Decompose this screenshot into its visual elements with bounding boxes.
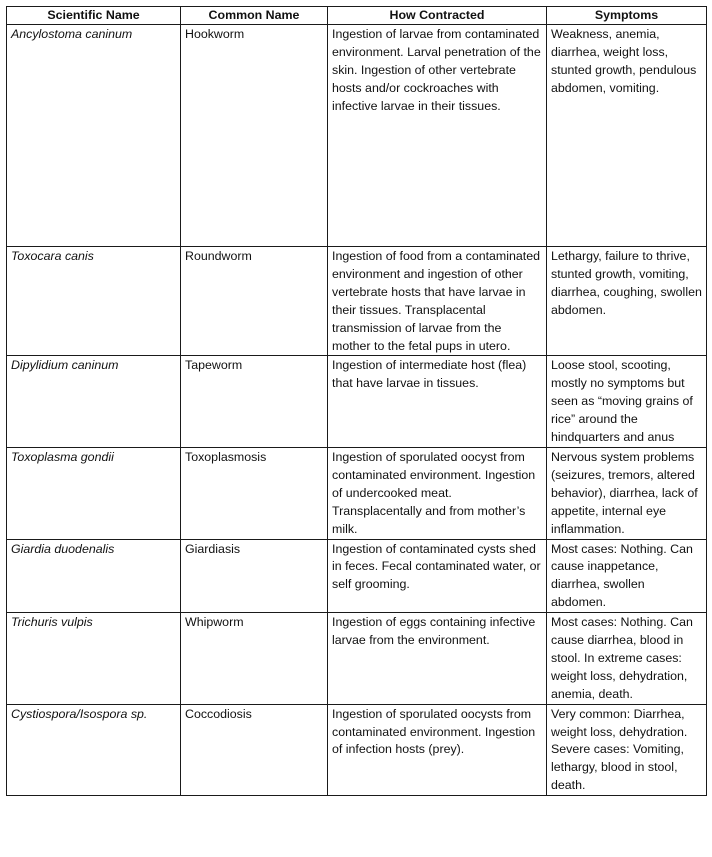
symptoms-cell: Loose stool, scooting, mostly no symptoms but seen as “moving grains of rice” around the hindquarters and anus <box>547 356 707 448</box>
header-scientific-name: Scientific Name <box>7 7 181 25</box>
table-row <box>7 356 707 448</box>
table-row <box>7 25 707 247</box>
common-name-cell: Hookworm <box>181 25 328 247</box>
symptoms-cell: Nervous system problems (seizures, tremors, altered behavior), diarrhea, lack of appetite, internal eye inflammation. <box>547 447 707 539</box>
symptoms-cell: Lethargy, failure to thrive, stunted growth, vomiting, diarrhea, coughing, swollen abdomen. <box>547 247 707 356</box>
common-name-cell: Toxoplasmosis <box>181 447 328 539</box>
how-contracted-cell: Ingestion of food from a contaminated environment and ingestion of other vertebrate hosts that have larvae in their tissues. Transplacental transmission of larvae from the mother to the fetal pups in utero. <box>328 247 547 356</box>
common-name-cell: Tapeworm <box>181 356 328 448</box>
scientific-name-cell: Dipylidium caninum <box>7 356 181 448</box>
header-symptoms: Symptoms <box>547 7 707 25</box>
how-contracted-cell: Ingestion of intermediate host (flea) that have larvae in tissues. <box>328 356 547 448</box>
table-row <box>7 447 707 539</box>
table-row <box>7 247 707 356</box>
symptoms-cell: Weakness, anemia, diarrhea, weight loss, stunted growth, pendulous abdomen, vomiting. <box>547 25 707 247</box>
symptoms-cell: Most cases: Nothing. Can cause diarrhea, blood in stool. In extreme cases: weight loss, dehydration, anemia, death. <box>547 613 707 705</box>
table-row <box>7 613 707 705</box>
symptoms-cell: Very common: Diarrhea, weight loss, dehydration. Severe cases: Vomiting, lethargy, blood in stool, death. <box>547 704 707 796</box>
scientific-name-cell: Toxocara canis <box>7 247 181 356</box>
how-contracted-cell: Ingestion of eggs containing infective larvae from the environment. <box>328 613 547 705</box>
how-contracted-cell: Ingestion of contaminated cysts shed in feces. Fecal contaminated water, or self grooming. <box>328 539 547 613</box>
scientific-name-cell: Cystiospora/Isospora sp. <box>7 704 181 796</box>
symptoms-cell: Most cases: Nothing. Can cause inappetance, diarrhea, swollen abdomen. <box>547 539 707 613</box>
table-row <box>7 539 707 613</box>
scientific-name-cell: Ancylostoma caninum <box>7 25 181 247</box>
how-contracted-cell: Ingestion of sporulated oocyst from contaminated environment. Ingestion of undercooked meat. Transplacentally and from mother’s milk. <box>328 447 547 539</box>
header-how-contracted: How Contracted <box>328 7 547 25</box>
common-name-cell: Coccodiosis <box>181 704 328 796</box>
common-name-cell: Whipworm <box>181 613 328 705</box>
common-name-cell: Giardiasis <box>181 539 328 613</box>
common-name-cell: Roundworm <box>181 247 328 356</box>
header-row <box>7 7 707 25</box>
table-body <box>7 25 707 796</box>
table-row <box>7 704 707 796</box>
how-contracted-cell: Ingestion of sporulated oocysts from contaminated environment. Ingestion of infection hosts (prey). <box>328 704 547 796</box>
scientific-name-cell: Trichuris vulpis <box>7 613 181 705</box>
scientific-name-cell: Toxoplasma gondii <box>7 447 181 539</box>
how-contracted-cell: Ingestion of larvae from contaminated environment. Larval penetration of the skin. Ingestion of other vertebrate hosts and/or cockroaches with infective larvae in their tissues. <box>328 25 547 247</box>
scientific-name-cell: Giardia duodenalis <box>7 539 181 613</box>
header-common-name: Common Name <box>181 7 328 25</box>
table-header <box>7 7 707 25</box>
parasite-table <box>6 6 707 796</box>
